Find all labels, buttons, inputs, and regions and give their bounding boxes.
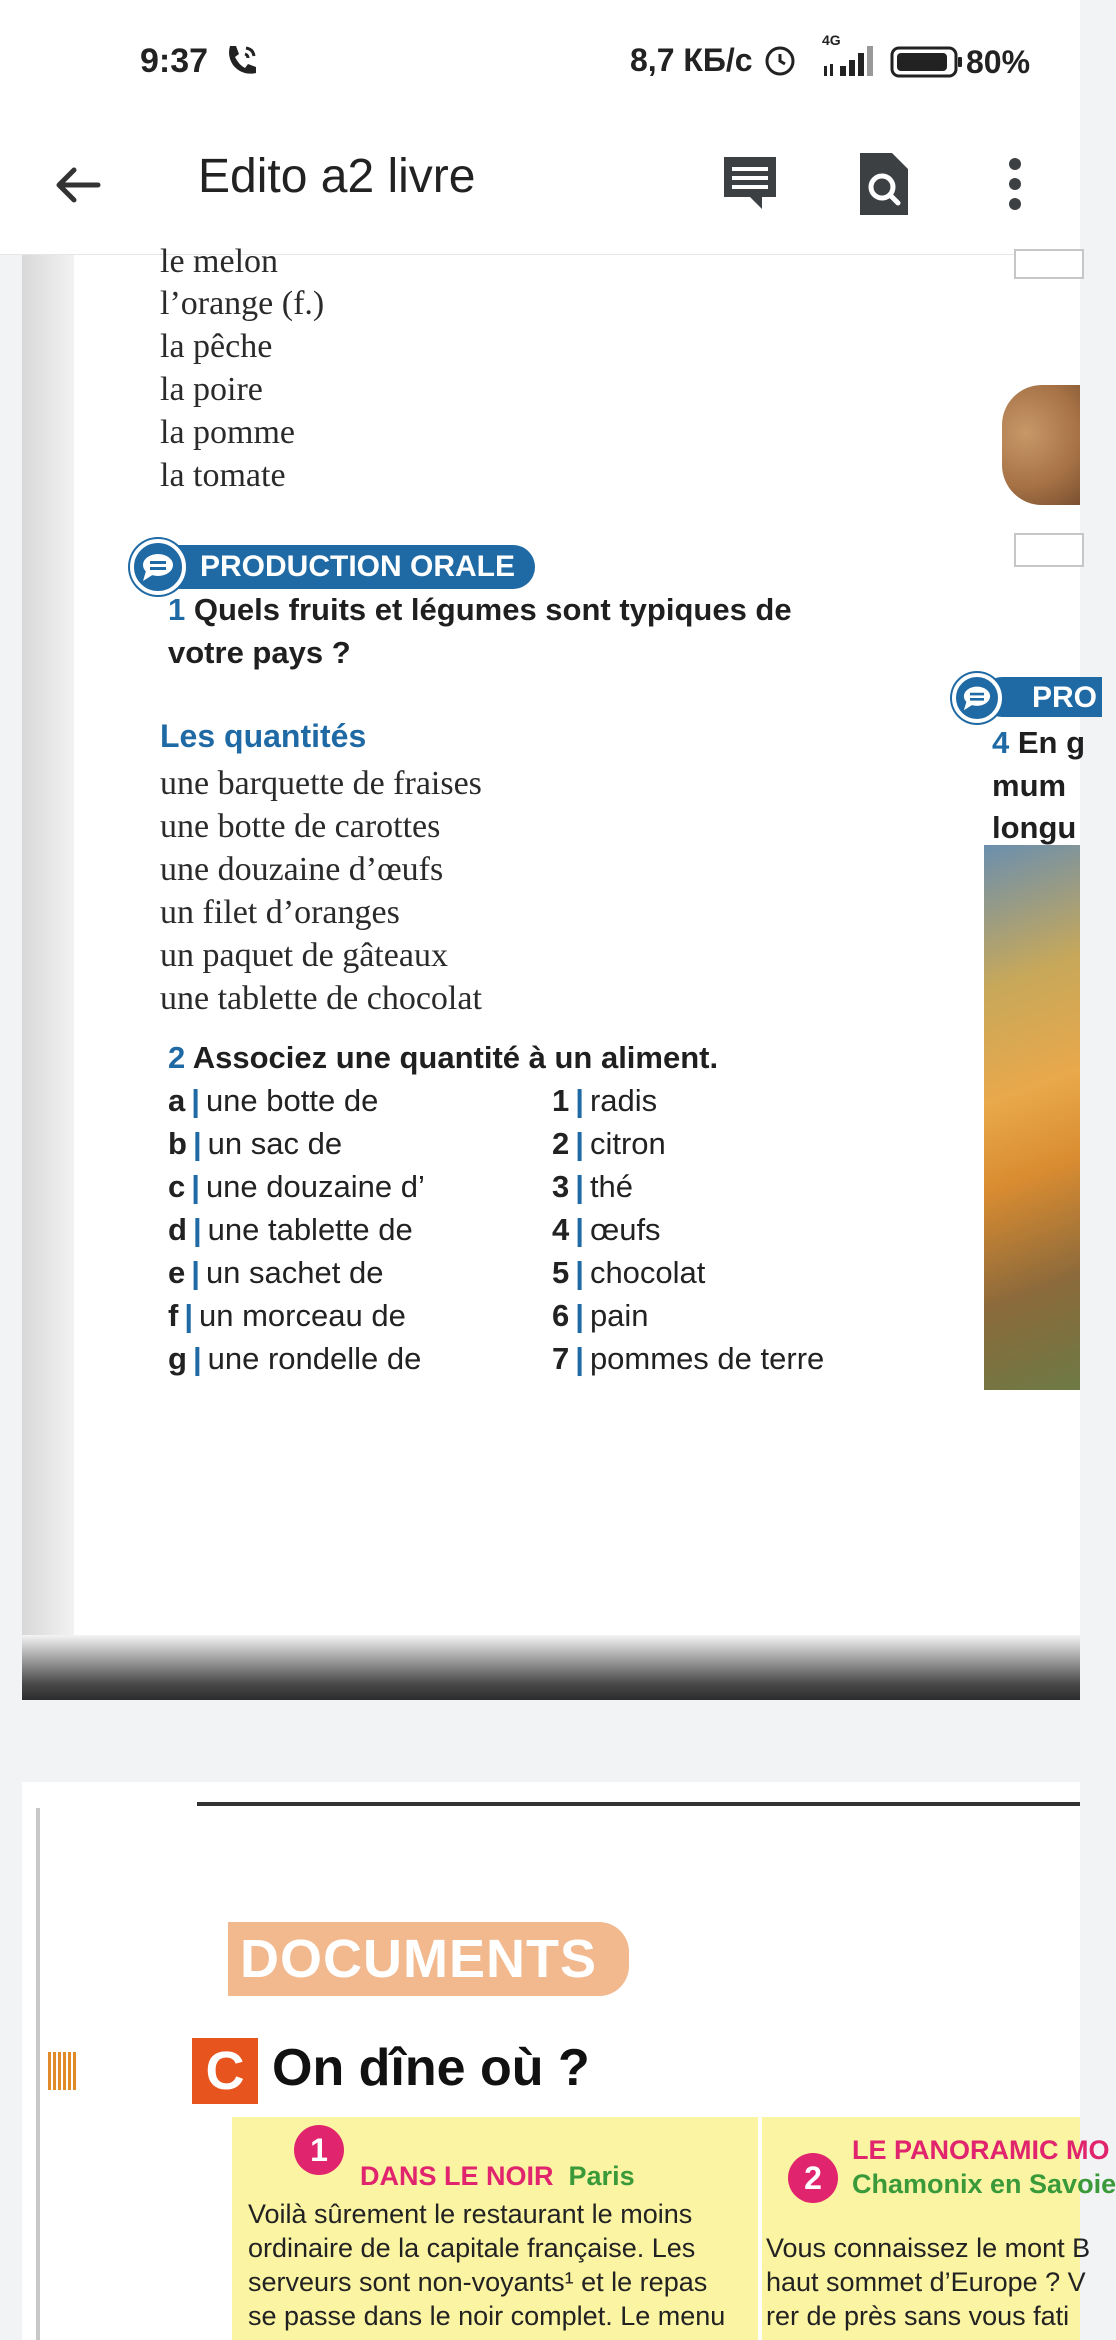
battery-percent: 80% — [966, 44, 1031, 80]
fruit-item: la pomme — [160, 414, 296, 451]
cropped-box — [1014, 249, 1084, 279]
back-arrow-icon[interactable] — [48, 155, 108, 215]
match-right-item: 1 | radis — [552, 1083, 658, 1118]
right-question-4: 4 En g — [992, 725, 1086, 760]
document-1-heading: DANS LE NOIR Paris — [360, 2161, 635, 2191]
fruit-item: la tomate — [160, 457, 286, 494]
question-1-text: Quels fruits et légumes sont typiques de — [193, 592, 792, 627]
edge-marker — [48, 2052, 76, 2090]
question-2 — [168, 1040, 718, 1076]
question-1 — [168, 592, 792, 628]
right-question-line: mum — [992, 768, 1067, 803]
document-2-city: Chamonix en Savoie — [852, 2169, 1116, 2199]
fruit-item: le melon — [160, 243, 279, 280]
match-left-item: g | une rondelle de — [168, 1341, 422, 1376]
page-rule — [197, 1802, 1080, 1806]
quantity-item: une barquette de fraises — [160, 765, 482, 802]
fruit-item: l’orange (f.) — [160, 285, 325, 322]
speech-bubble-icon — [130, 539, 186, 595]
quantity-item: un paquet de gâteaux — [160, 937, 448, 974]
document-2-line: haut sommet d’Europe ? V — [766, 2267, 1086, 2297]
document-2-line: Vous connaissez le mont B — [766, 2233, 1091, 2263]
production-orale-label: PRODUCTION ORALE — [168, 545, 535, 589]
call-icon — [222, 40, 262, 80]
document-1-line: ordinaire de la capitale française. Les — [248, 2233, 696, 2263]
page-edge — [36, 1808, 40, 2340]
fruit-item: la pêche — [160, 328, 273, 365]
quantity-item: un filet d’oranges — [160, 894, 400, 931]
status-time: 9:37 — [140, 42, 209, 80]
document-2-number: 2 — [788, 2153, 838, 2203]
question-1-line2: votre pays ? — [168, 635, 351, 670]
match-left-item: b | un sac de — [168, 1126, 343, 1161]
cropped-box — [1014, 533, 1084, 567]
document-1-card — [232, 2117, 758, 2340]
network-type: 4G — [822, 32, 841, 48]
comment-icon[interactable] — [718, 151, 782, 215]
status-bar — [0, 0, 1080, 125]
page-gutter-shadow — [22, 255, 74, 1685]
match-right-item: 2 | citron — [552, 1126, 666, 1161]
more-options-icon[interactable] — [1000, 151, 1030, 221]
document-1-number: 1 — [294, 2125, 344, 2175]
signal-icon — [818, 32, 878, 80]
speech-bubble-icon — [952, 673, 1002, 723]
battery-icon — [890, 46, 964, 78]
match-left-item: f | un morceau de — [168, 1298, 406, 1333]
quantities-heading: Les quantités — [160, 718, 367, 754]
document-page-1 — [22, 243, 1098, 1700]
document-1-line: Voilà sûrement le restaurant le moins — [248, 2199, 693, 2229]
document-page-2 — [22, 1782, 1116, 2340]
right-badge-label: PRO — [1032, 681, 1098, 714]
fruit-item: la poire — [160, 371, 263, 408]
match-left-item: d | une tablette de — [168, 1212, 413, 1247]
question-2-number: 2 — [168, 1040, 186, 1075]
section-title: On dîne où ? — [272, 2039, 590, 2097]
document-1-line: serveurs sont non-voyants¹ et le repas — [248, 2267, 708, 2297]
network-speed: 8,7 КБ/с — [630, 42, 753, 78]
document-2-card — [762, 2117, 1116, 2340]
match-right-item: 7 | pommes de terre — [552, 1341, 825, 1376]
quantity-item: une botte de carottes — [160, 808, 441, 845]
match-left-item: c | une douzaine d’ — [168, 1169, 425, 1204]
page-bottom-shadow — [22, 1635, 1080, 1700]
find-in-document-icon[interactable] — [852, 149, 916, 219]
match-left-item: e | un sachet de — [168, 1255, 384, 1290]
match-right-item: 5 | chocolat — [552, 1255, 706, 1290]
section-c-badge: C — [192, 2038, 258, 2104]
food-sculpture-photo — [984, 845, 1080, 1390]
alarm-icon — [762, 42, 798, 78]
right-production-badge — [952, 673, 1098, 721]
match-right-item: 3 | thé — [552, 1169, 634, 1204]
app-bar — [0, 125, 1080, 255]
lentils-image — [1002, 385, 1080, 505]
quantity-item: une douzaine d’œufs — [160, 851, 444, 888]
document-title: Edito a2 livre — [198, 150, 476, 203]
question-2-text: Associez une quantité à un aliment. — [192, 1040, 719, 1075]
quantity-item: une tablette de chocolat — [160, 980, 482, 1017]
match-right-item: 4 | œufs — [552, 1212, 661, 1247]
right-question-line: longu — [992, 810, 1077, 845]
document-2-line: rer de près sans vous fati — [766, 2301, 1070, 2331]
documents-banner: DOCUMENTS — [228, 1922, 629, 1996]
match-left-item: a | une botte de — [168, 1083, 379, 1118]
match-right-item: 6 | pain — [552, 1298, 649, 1333]
question-1-number: 1 — [168, 592, 186, 627]
document-2-title: LE PANORAMIC MO — [852, 2135, 1110, 2165]
document-1-line: se passe dans le noir complet. Le menu — [248, 2301, 726, 2331]
